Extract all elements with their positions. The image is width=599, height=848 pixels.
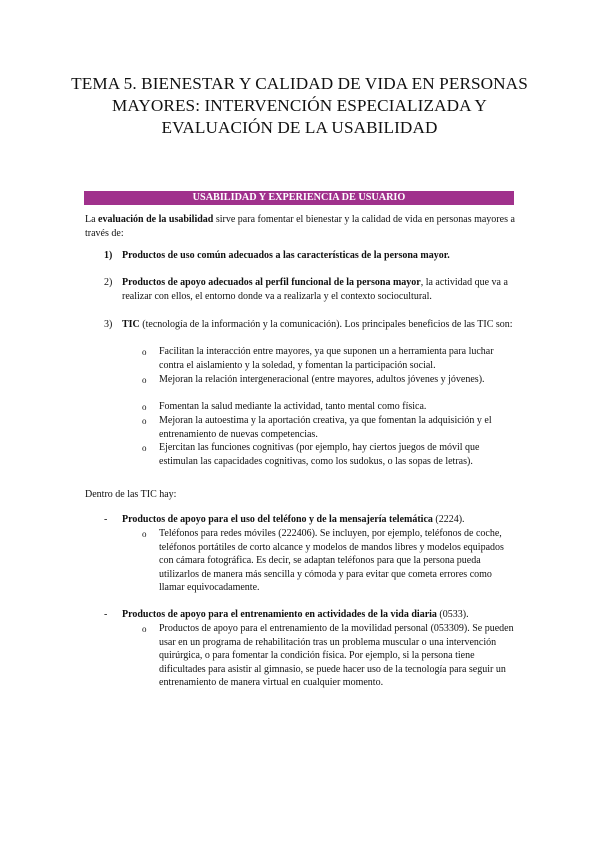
list-item [122,276,522,304]
intro-paragraph [85,213,515,241]
dash-item [122,513,522,527]
benefit-item: Mejoran la autoestima y la aportación creativa, ya que fomentan la adquisición y el entrenamiento de nuevas competencias. [159,415,492,440]
bullet-icon: o [142,443,147,453]
dash-item-bold: Productos de apoyo para el entrenamiento en actividades de la vida diaria [122,609,437,620]
list-item [122,318,522,332]
benefit-item: Fomentan la salud mediante la actividad, tanto mental como física. [159,401,427,412]
item-number: 3) [104,319,113,330]
bullet-icon: o [142,347,147,357]
bullet-icon: o [142,416,147,426]
bullet-icon: o [142,624,147,634]
dash-item-rest: (2224). [432,514,465,525]
bullet-icon: o [142,402,147,412]
section-header: USABILIDAD Y EXPERIENCIA DE USUARIO [84,191,514,205]
benefit-item: Facilitan la interacción entre mayores, ya que suponen un a herramienta para luchar contra el aislamiento y la soledad, y fomentan la participación social. [159,346,494,371]
benefit-item: Ejercitan las funciones cognitivas (por ejemplo, hay ciertos juegos de móvil que estimulan las capacidades cognitivas, como los sudokus, o las sopas de letras). [159,442,480,467]
intro-post: sirve para fomentar el bienestar y la calidad de vida en personas mayores a través de: [85,214,515,239]
dash-subitem: Teléfonos para redes móviles (222406). Se incluyen, por ejemplo, teléfonos de coche, teléfonos portátiles de corto alcance y modelos de mandos libres y modelos equipados con cámara fotográfica. Es decir, se adaptan teléfonos para que la persona pueda utilizarlos de manera más sencilla y cómoda y para evitar que cometa errores como llamar equivocadamente. [159,528,504,593]
intro-bold: evaluación de la usabilidad [98,214,214,225]
item-rest: , la actividad que va a realizar con ellos, el entorno donde va a realizarla y el contexto sociocultural. [122,277,508,302]
dash-icon: - [104,609,108,620]
benefit-item: Mejoran la relación intergeneracional (entre mayores, adultos jóvenes y jóvenes). [159,374,485,385]
dash-icon: - [104,514,108,525]
dash-item [122,608,522,622]
item-bold: Productos de apoyo adecuados al perfil funcional de la persona mayor [122,277,421,288]
dash-subitem: Productos de apoyo para el entrenamiento de la movilidad personal (053309). Se pueden usar en un programa de rehabilitación tras un problema muscular o una intervención quirúrgica, o para fomentar la condición física. Por ejemplo, si la persona tiene dificultades para asistir al gimnasio, se puede hacer uso de la tecnología para seguir un entrenamiento de manera virtual en cualquier momento. [159,623,514,688]
item-rest: (tecnología de la información y la comunicación). Los principales beneficios de las TIC son: [139,319,513,330]
within-tic-heading: Dentro de las TIC hay: [85,489,177,500]
list-item [122,249,522,263]
intro-pre: La [85,214,99,225]
bullet-icon: o [142,529,147,539]
page-title: TEMA 5. BIENESTAR Y CALIDAD DE VIDA EN PERSONAS MAYORES: INTERVENCIÓN ESPECIALIZADA Y EVALUACIÓN DE LA USABILIDAD [71,74,528,137]
item-number: 2) [104,277,113,288]
item-number: 1) [104,250,113,261]
bullet-icon: o [142,375,147,385]
dash-item-rest: (0533). [436,609,469,620]
item-bold: Productos de uso común adecuados a las características de la persona mayor. [122,250,450,261]
dash-item-bold: Productos de apoyo para el uso del teléfono y de la mensajería telemática [122,514,433,525]
item-bold: TIC [122,319,140,330]
